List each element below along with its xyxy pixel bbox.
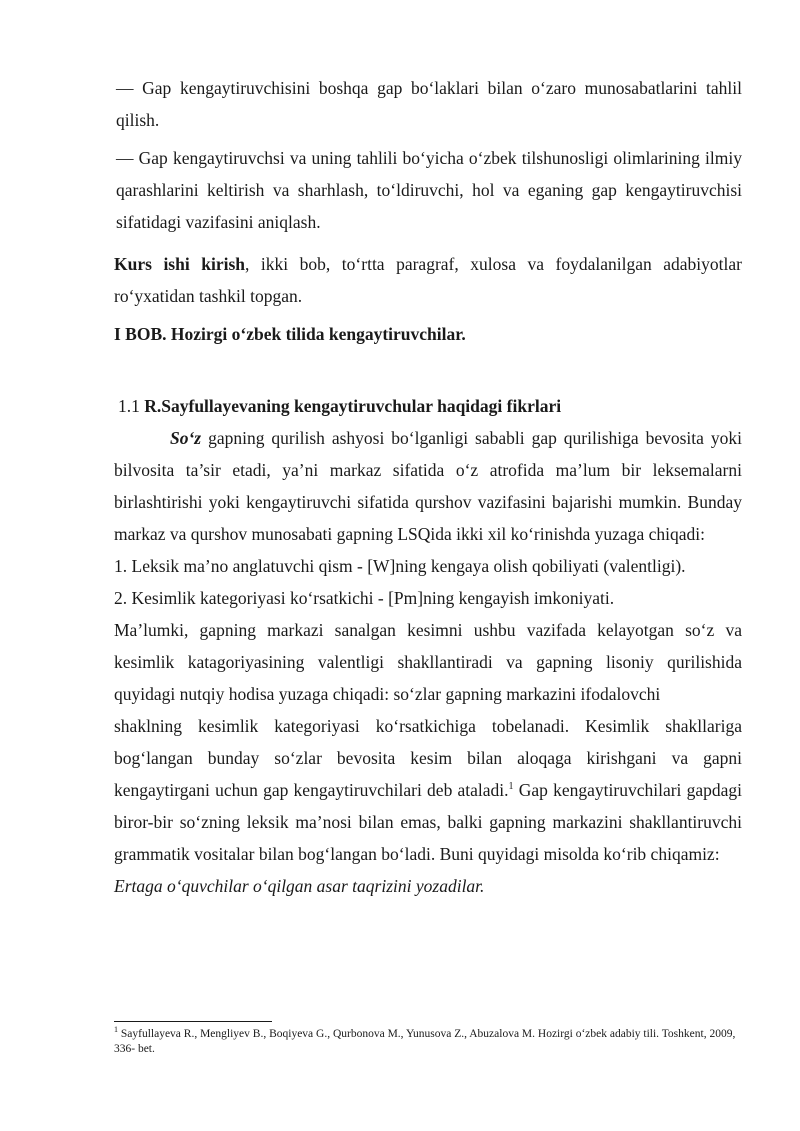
paragraph-intro [114,422,742,550]
chapter-heading: I BOB. Hozirgi o‘zbek tilida kengaytiruvchilar. [114,324,466,344]
list-item-1: 1. Leksik ma’no anglatuvchi qism - [W]ning kengaya olish qobiliyati (valentligi). [114,556,686,576]
extenders-text-rest: Gap kengaytiruvchilari gapdagi biror-bir so‘zning leksik ma’nosi bilan emas, balki gapning markazini shakllantiruvchi grammatik vositalar bilan bog‘langan bo‘ladi. Buni quyidagi misolda ko‘rib chiqamiz: [114,780,743,864]
structure-term: Kurs ishi kirish [114,254,246,274]
paragraph-extenders [114,710,742,870]
list-item-2: 2. Kesimlik kategoriyasi ko‘rsatkichi - [Pm]ning kengayish imkoniyati. [114,588,615,608]
section-number: 1.1 [118,396,140,416]
extenders-text: shaklning kesimlik kategoriyasi ko‘rsatkichiga tobelanadi. Kesimlik shakllariga bog‘langan bunday so‘zlar bevosita kesim bilan aloqaga kirishgani va gapni kengaytirgani uchun gap kengaytiruvchilari deb ataladi. [114,716,742,800]
paragraph-valency: Ma’lumki, gapning markazi sanalgan kesimni ushbu vazifada kelayotgan so‘z va kesimlik katagoriyasining valentligi shakllantiradi va gapning lisoniy qurilishida quyidagi nutqiy hodisa yuzaga chiqadi: so‘zlar gapning markazini ifodalovchi [114,620,742,704]
footnote [114,1027,742,1057]
footnote-marker: 1 [114,1025,118,1035]
section-title: R.Sayfullayevaning kengaytiruvchular haqidagi fikrlari [144,396,562,416]
example-sentence: Ertaga o‘quvchilar o‘qilgan asar taqrizini yozadilar. [114,876,485,896]
paragraph-objective-1: — Gap kengaytiruvchisini boshqa gap bo‘laklari bilan o‘zaro munosabatlarini tahlil qilish. [116,78,742,130]
footnote-reference[interactable]: 1 [508,781,514,793]
paragraph-objective-2: — Gap kengaytiruvchsi va uning tahlili bo‘yicha o‘zbek tilshunosligi olimlarining ilmiy qarashlarini keltirish va sharhlash, to‘ldiruvchi, hol va eganing gap kengaytiruvchisi sifatidagi vazifasini aniqlash. [116,148,742,232]
paragraph-structure [114,248,742,312]
intro-term: So‘z [170,428,202,448]
intro-text: gapning qurilish ashyosi bo‘lganligi sababli gap qurilishiga bevosita yoki bilvosita ta’sir etadi, ya’ni markaz sifatida o‘z atrofida ma’lum bir leksemalarni birlashtirishi yoki kengaytiruvchi sifatida qurshov vazifasini bajarishi mumkin. Bunday markaz va qurshov munosabati gapning LSQida ikki xil ko‘rinishda yuzaga chiqadi: [114,428,742,544]
document-page [114,72,742,902]
section-heading [114,390,742,422]
footnote-text: Sayfullayeva R., Mengliyev B., Boqiyeva G., Qurbonova M., Yunusova Z., Abuzalova M. Hozirgi o‘zbek adabiy tili. Toshkent, 2009, 336- bet. [114,1028,736,1055]
footnote-divider [114,1021,272,1022]
structure-text: , ikki bob, to‘rtta paragraf, xulosa va foydalanilgan adabiyotlar ro‘yxatidan tashkil topgan. [114,254,742,306]
